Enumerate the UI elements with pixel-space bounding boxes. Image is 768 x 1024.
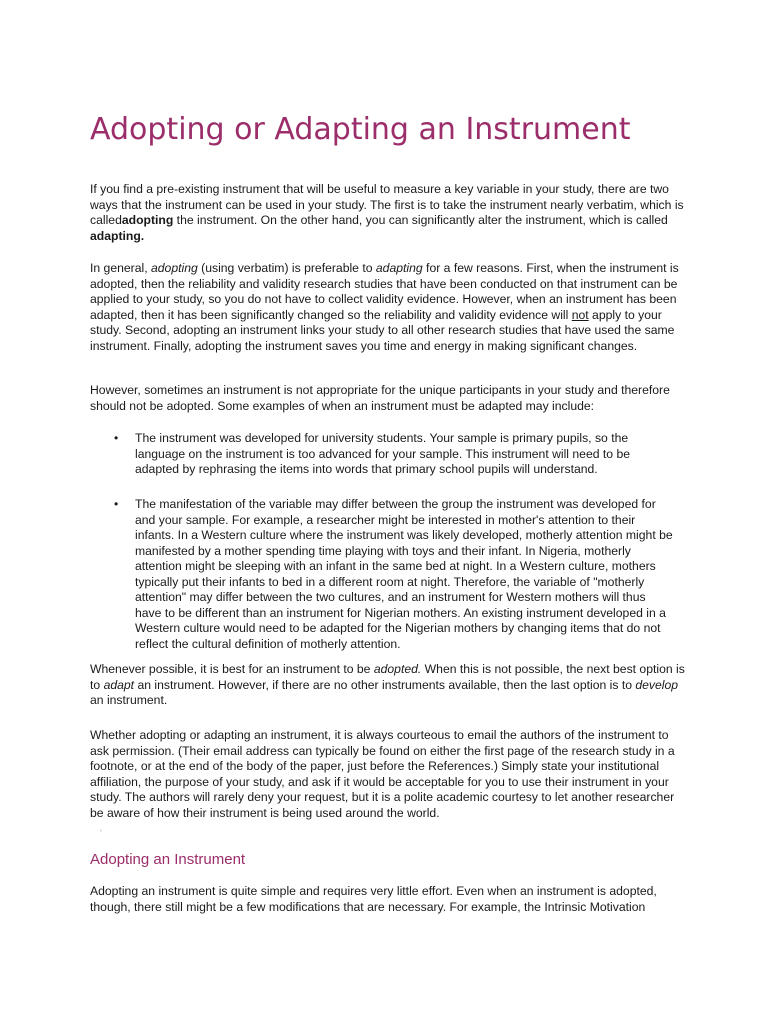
paragraph-text: apply to your study. Second, adopting an instrument links your study to all other research studies that have used the same instrument. Finally, adopting the instrument saves you time and energy in making significant changes. xyxy=(90,307,675,353)
paragraph-whenever xyxy=(90,662,690,709)
paragraph-whether: Whether adopting or adapting an instrument, it is always courteous to email the authors of the instrument to ask permission. (Their email address can typically be found on either the first page of the research study in a footnote, or at the end of the body of the paper, just before the References.) Simply state your institutional affiliation, the purpose of your study, and ask if it would be acceptable for you to use their instrument in your study. The authors will rarely deny your request, but it is a polite academic courtesy to let another researcher be aware of how their instrument is being used around the world. xyxy=(90,728,675,820)
underline-not: not xyxy=(571,307,589,322)
list-item-text: The instrument was developed for university students. Your sample is primary pupils, so the language on the instrument is too advanced for your sample. This instrument will need to be adapted by rephrasing the items into words that primary school pupils will understand. xyxy=(135,431,631,476)
section-heading: Adopting an Instrument xyxy=(90,851,246,868)
term-adapting: adapting. xyxy=(90,228,145,243)
paragraph-text: In general, xyxy=(90,261,151,275)
paragraph-text: (using verbatim) is preferable to xyxy=(197,261,376,275)
emphasis-adopted: adopted. xyxy=(373,662,422,676)
list-item-text: The manifestation of the variable may differ between the group the instrument was developed for and your sample. For example, a researcher might be interested in mother's attention to their infants. In a Western culture where the instrument was likely developed, motherly attention might be manifested by a mother spending time playing with toys and their infant. In Nigeria, motherly attention might be sleeping with an infant in the same bed at night. In a Western culture, mothers typically put their infants to bed in a different room at night. Therefore, the variable of "motherly attention" may differ between the two cultures, and an instrument for Western mothers will thus have to be different than an instrument for Nigerian mothers. An existing instrument developed in a Western culture would need to be adapted for the Nigerian mothers by changing items that do not reflect the cultural definition of motherly attention. xyxy=(135,497,673,651)
emphasis-develop: develop xyxy=(635,677,679,692)
paragraph-text: Whenever possible, it is best for an instrument to be xyxy=(90,662,374,676)
emphasis-adopting: adopting xyxy=(150,261,198,275)
paragraph-text: the instrument. On the other hand, you can significantly alter the instrument, which is called xyxy=(173,213,668,227)
term-adopting: adopting xyxy=(121,213,174,227)
emphasis-adapt: adapt xyxy=(103,677,135,692)
paragraph-text: When this is not possible, the next best option is to xyxy=(90,662,685,692)
paragraph-intro xyxy=(90,182,690,244)
emphasis-adapting: adapting xyxy=(375,261,423,275)
paragraph-text: If you find a pre-existing instrument that will be useful to measure a key variable in your study, there are two ways that the instrument can be used in your study. The first is to take the instrument nearly verbatim, which is called xyxy=(90,182,684,227)
paragraph-general xyxy=(90,261,690,354)
paragraph-text: an instrument. xyxy=(90,693,168,707)
paragraph-text: an instrument. However, if there are no other instruments available, then the last option is to xyxy=(134,677,636,692)
paragraph-text: for a few reasons. First, when the instrument is adopted, then the reliability and validity research studies that have been conducted on that instrument can be applied to your study, so you do not have to collect validity evidence. However, when an instrument has been adapted, then it has been significantly changed so the reliability and validity evidence will xyxy=(90,261,679,322)
bullet-icon: • xyxy=(114,431,119,445)
bullet-icon: • xyxy=(114,497,119,511)
paragraph-adopting-simple: Adopting an instrument is quite simple and requires very little effort. Even when an instrument is adopted, though, there still might be a few modifications that are necessary. For example, the Intrinsic Motivation xyxy=(90,884,657,914)
paragraph-however: However, sometimes an instrument is not appropriate for the unique participants in your study and therefore should not be adopted. Some examples of when an instrument must be adapted may include: xyxy=(90,383,670,413)
page-title: Adopting or Adapting an Instrument xyxy=(90,112,631,147)
stray-mark: ' xyxy=(100,828,102,838)
